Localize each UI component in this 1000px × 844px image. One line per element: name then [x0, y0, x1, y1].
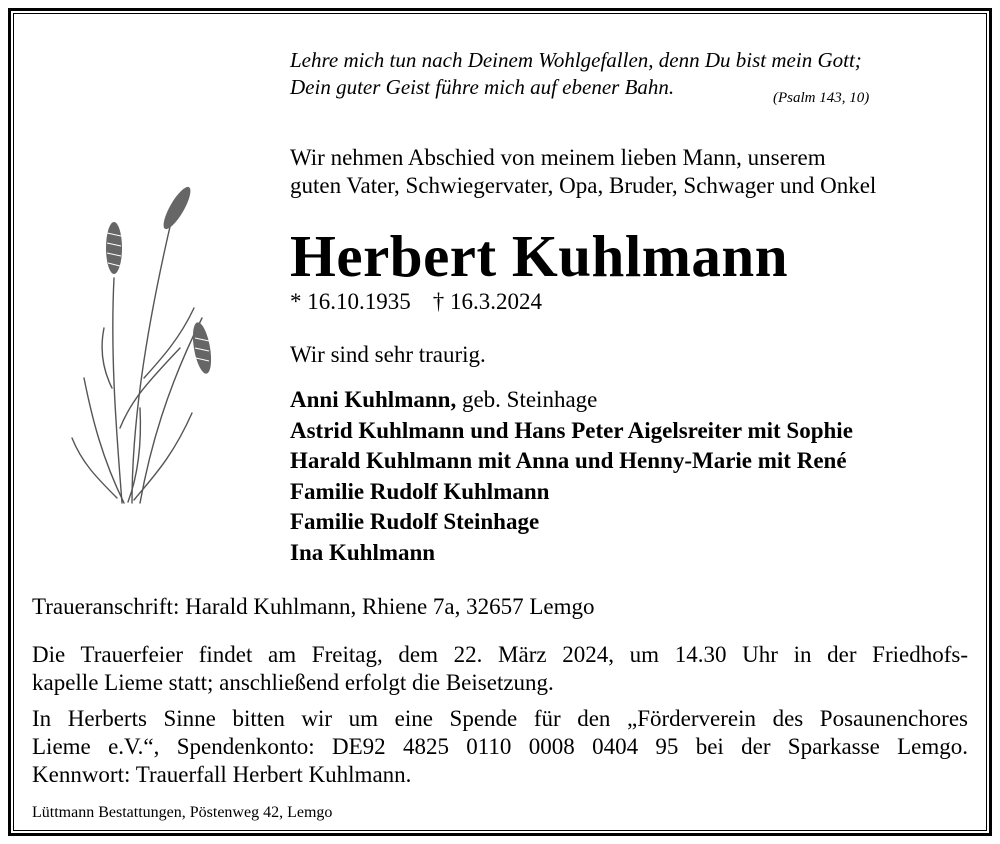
mourner-row [290, 477, 853, 508]
mourner-name: Anni Kuhlmann, [290, 387, 457, 412]
psalm-line-1: Lehre mich tun nach Deinem Wohlgefallen, denn Du bist mein Gott; [290, 48, 862, 72]
mourner-row [290, 416, 853, 447]
mourner-suffix: geb. Steinhage [456, 387, 598, 412]
death-date: † 16.3.2024 [432, 289, 542, 314]
mourner-name: Familie Rudolf Kuhlmann [290, 478, 550, 504]
sad-line: Wir sind sehr traurig. [290, 342, 486, 367]
mourner-row [290, 507, 853, 538]
wheat-stalks-icon [62, 178, 232, 508]
deceased-name: Herbert Kuhlmann [290, 223, 789, 289]
donation-paragraph [32, 705, 968, 789]
mourner-name: Ina Kuhlmann [290, 539, 436, 565]
psalm-reference: (Psalm 143, 10) [773, 90, 870, 106]
mourner-name: Harald Kuhlmann mit Anna und Henny-Marie mit René [290, 448, 847, 474]
intro-line-2: guten Vater, Schwiegervater, Opa, Bruder, Schwager und Onkel [290, 173, 877, 198]
mourner-name: Familie Rudolf Steinhage [290, 509, 540, 535]
life-dates [290, 289, 542, 315]
mourning-address: Traueranschrift: Harald Kuhlmann, Rhiene 7a, 32657 Lemgo [32, 594, 595, 619]
donation-line-3: Kennwort: Trauerfall Herbert Kuhlmann. [32, 762, 412, 787]
psalm-line-2: Dein guter Geist führe mich auf ebener Bahn. [290, 75, 675, 99]
ceremony-paragraph [32, 641, 968, 697]
mourner-row [290, 538, 853, 569]
mourner-row [290, 385, 853, 416]
mourner-row [290, 446, 853, 477]
donation-line-2: Lieme e.V.“, Spendenkonto: DE92 4825 0110 0008 0404 95 bei der Sparkasse Lemgo. [32, 734, 968, 759]
funeral-home: Lüttmann Bestattungen, Pöstenweg 42, Lemgo [32, 804, 333, 821]
mourners-list [290, 385, 853, 569]
intro-line-1: Wir nehmen Abschied von meinem lieben Mann, unserem [290, 145, 826, 170]
mourner-name: Astrid Kuhlmann und Hans Peter Aigelsreiter mit Sophie [290, 417, 853, 443]
intro-text [290, 144, 876, 200]
donation-line-1: In Herberts Sinne bitten wir um eine Spende für den „Förderverein des Posaunenchores [32, 706, 968, 731]
ceremony-line-2: kapelle Lieme statt; anschließend erfolgt die Beisetzung. [32, 670, 554, 695]
birth-date: * 16.10.1935 [290, 289, 411, 314]
ceremony-line-1: Die Trauerfeier findet am Freitag, dem 22. März 2024, um 14.30 Uhr in der Friedhofs- [32, 642, 968, 667]
